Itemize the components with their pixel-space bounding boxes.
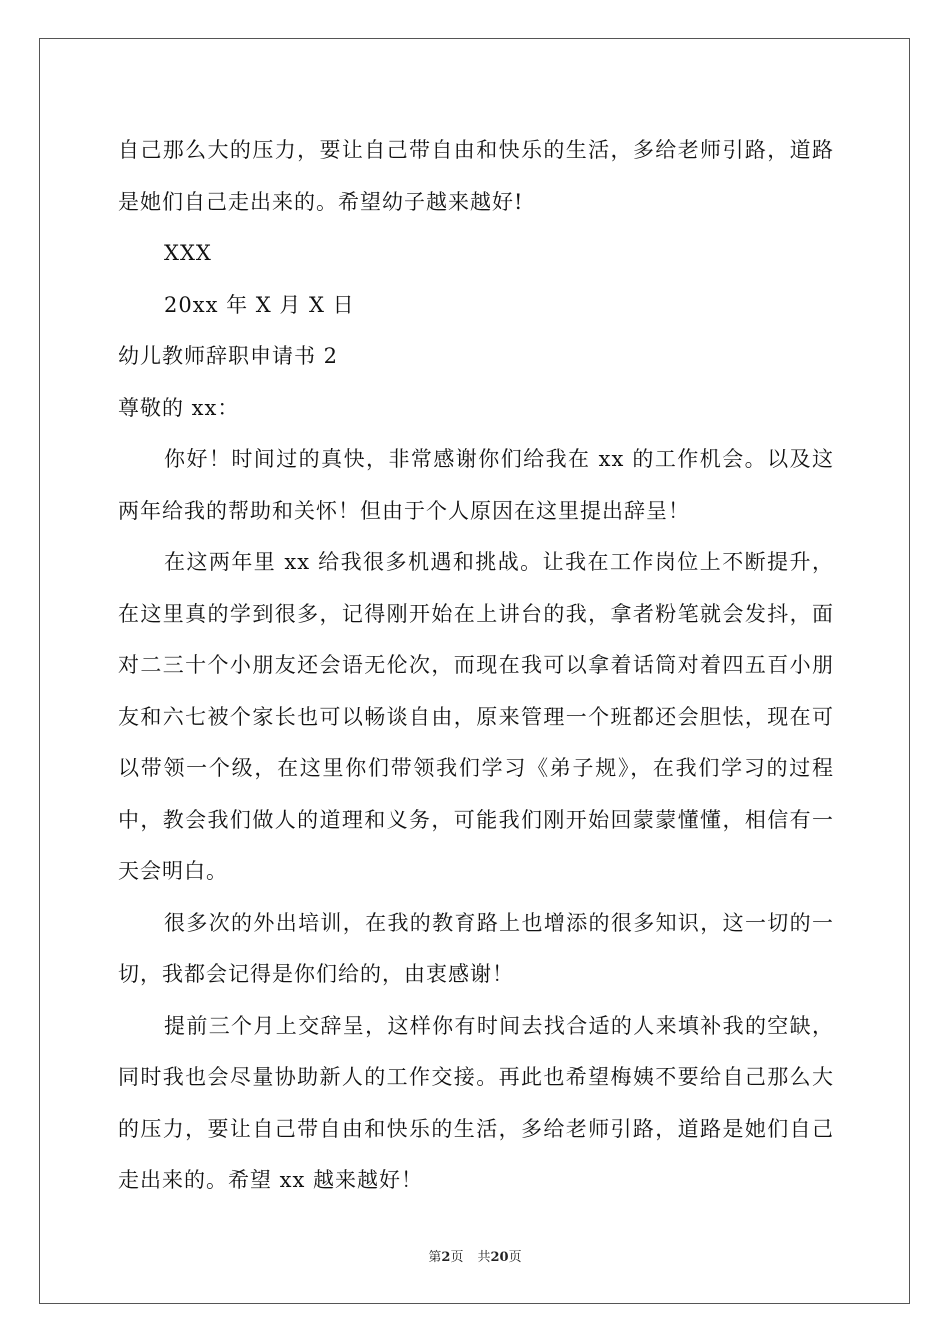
total-pages: 20 xyxy=(490,1250,509,1265)
page-suffix: 页 xyxy=(450,1250,464,1265)
page-number: 2 xyxy=(441,1250,451,1265)
document-body xyxy=(118,125,834,1207)
paragraph: 提前三个月上交辞呈，这样你有时间去找合适的人来填补我的空缺，同时我也会尽量协助新人的工作交接。再此也希望梅姨不要给自己那么大的压力，要让自己带自由和快乐的生活，多给老师引路，道路是她们自己走出来的。希望 xx 越来越好！ xyxy=(118,1013,834,1192)
paragraph: 在这两年里 xx 给我很多机遇和挑战。让我在工作岗位上不断提升，在这里真的学到很多，记得刚开始在上讲台的我，拿者粉笔就会发抖，面对二三十个小朋友还会语无伦次，而现在我可以拿着话筒对着四五百小朋友和六七被个家长也可以畅谈自由，原来管理一个班都还会胆怯，现在可以带领一个级，在这里你们带领我们学习《弟子规》，在我们学习的过程中，教会我们做人的道理和义务，可能我们刚开始回蒙蒙懂懂，相信有一天会明白。 xyxy=(118,550,834,883)
paragraph: 很多次的外出培训，在我的教育路上也增添的很多知识，这一切的一切，我都会记得是你们给的，由衷感谢！ xyxy=(118,910,834,986)
signature-date: 20xx 年 X 月 X 日 xyxy=(164,292,355,317)
signature-name: XXX xyxy=(164,241,212,265)
paragraph: 自己那么大的压力，要让自己带自由和快乐的生活，多给老师引路，道路是她们自己走出来的。希望幼子越来越好! xyxy=(118,138,834,214)
total-suffix: 页 xyxy=(508,1250,522,1265)
section-title: 幼儿教师辞职申请书 2 xyxy=(118,344,339,368)
salutation: 尊敬的 xx： xyxy=(118,395,240,420)
paragraph: 你好！时间过的真快，非常感谢你们给我在 xx 的工作机会。以及这两年给我的帮助和关怀！但由于个人原因在这里提出辞呈！ xyxy=(118,447,834,523)
total-prefix: 共 xyxy=(477,1250,491,1265)
page-footer xyxy=(0,1246,950,1265)
page-prefix: 第 xyxy=(428,1250,442,1265)
